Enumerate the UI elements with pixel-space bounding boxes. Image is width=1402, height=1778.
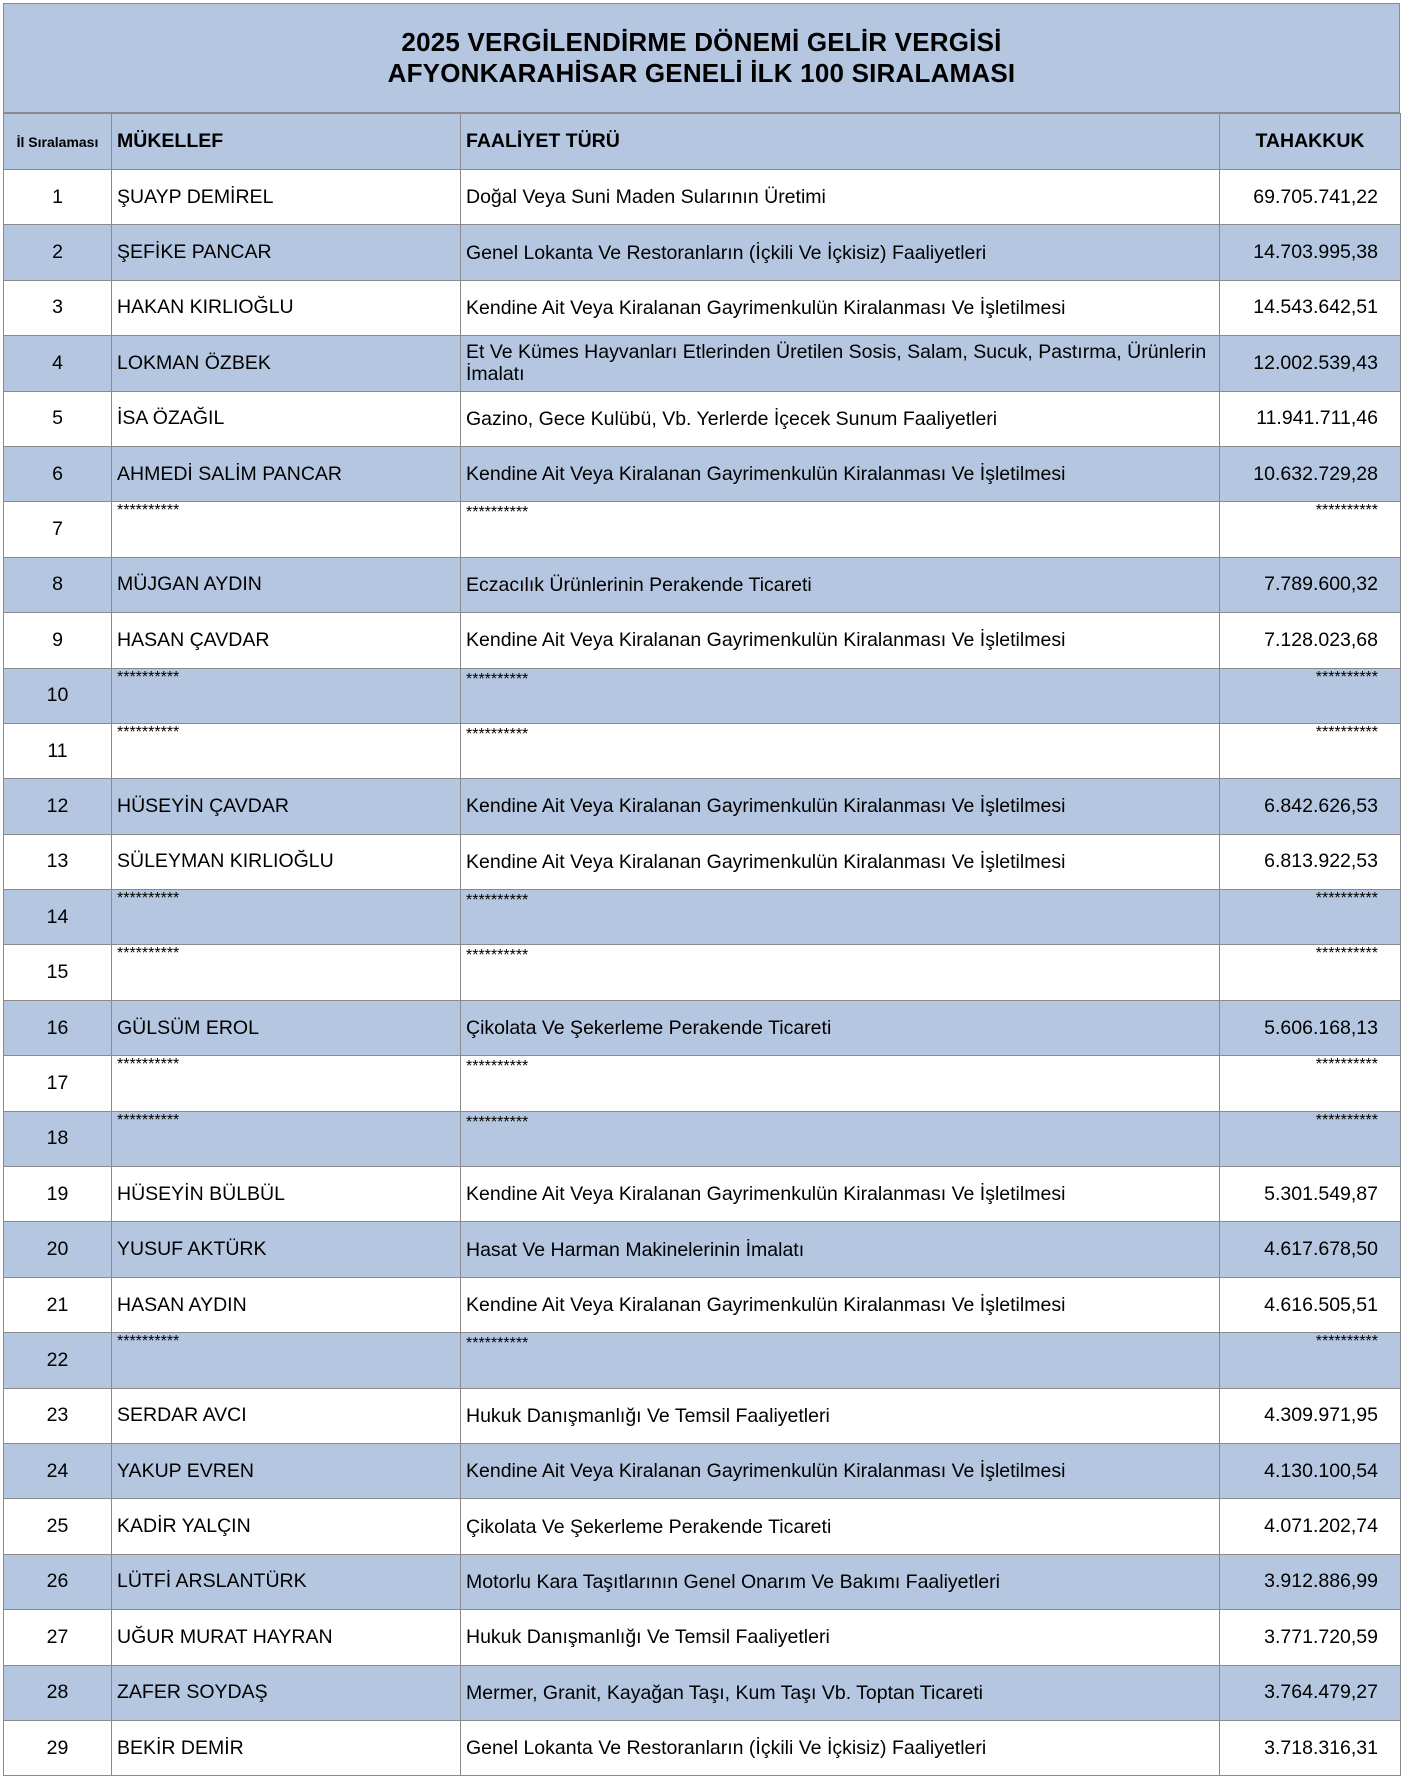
rank-cell: 25 — [4, 1499, 112, 1554]
taxpayer-cell: UĞUR MURAT HAYRAN — [112, 1610, 461, 1665]
rank-cell: 28 — [4, 1665, 112, 1720]
column-header-taxpayer: MÜKELLEF — [112, 114, 461, 170]
assessment-cell: 14.703.995,38 — [1220, 225, 1401, 280]
table-row — [4, 1111, 1401, 1166]
table-row — [4, 446, 1401, 501]
taxpayer-cell: BEKİR DEMİR — [112, 1720, 461, 1775]
table-row — [4, 391, 1401, 446]
rank-cell: 6 — [4, 446, 112, 501]
activity-cell: Çikolata Ve Şekerleme Perakende Ticareti — [461, 1499, 1220, 1554]
taxpayer-cell: YUSUF AKTÜRK — [112, 1222, 461, 1277]
rank-cell: 26 — [4, 1554, 112, 1609]
activity-cell: Kendine Ait Veya Kiralanan Gayrimenkulün Kiralanması Ve İşletilmesi — [461, 1277, 1220, 1332]
assessment-cell: ********** — [1220, 945, 1401, 1000]
table-row — [4, 1665, 1401, 1720]
activity-cell: Kendine Ait Veya Kiralanan Gayrimenkulün Kiralanması Ve İşletilmesi — [461, 779, 1220, 834]
table-row — [4, 557, 1401, 612]
rank-cell: 7 — [4, 502, 112, 557]
taxpayer-cell: AHMEDİ SALİM PANCAR — [112, 446, 461, 501]
table-row — [4, 1000, 1401, 1055]
taxpayer-cell: YAKUP EVREN — [112, 1443, 461, 1498]
table-row — [4, 668, 1401, 723]
taxpayer-cell: ********** — [112, 945, 461, 1000]
taxpayer-cell: ********** — [112, 502, 461, 557]
taxpayer-cell: LÜTFİ ARSLANTÜRK — [112, 1554, 461, 1609]
rank-cell: 17 — [4, 1056, 112, 1111]
activity-cell: ********** — [461, 890, 1220, 945]
taxpayer-cell: MÜJGAN AYDIN — [112, 557, 461, 612]
rank-cell: 22 — [4, 1333, 112, 1388]
assessment-cell: 7.128.023,68 — [1220, 613, 1401, 668]
activity-cell: Kendine Ait Veya Kiralanan Gayrimenkulün Kiralanması Ve İşletilmesi — [461, 446, 1220, 501]
taxpayer-cell: ********** — [112, 890, 461, 945]
assessment-cell: 6.813.922,53 — [1220, 834, 1401, 889]
table-row — [4, 336, 1401, 391]
activity-cell: ********** — [461, 1333, 1220, 1388]
assessment-cell: 4.616.505,51 — [1220, 1277, 1401, 1332]
table-row — [4, 1388, 1401, 1443]
rank-cell: 13 — [4, 834, 112, 889]
rank-cell: 21 — [4, 1277, 112, 1332]
taxpayer-cell: KADİR YALÇIN — [112, 1499, 461, 1554]
activity-cell: Gazino, Gece Kulübü, Vb. Yerlerde İçecek Sunum Faaliyetleri — [461, 391, 1220, 446]
rank-cell: 27 — [4, 1610, 112, 1665]
table-row — [4, 1720, 1401, 1775]
assessment-cell: 11.941.711,46 — [1220, 391, 1401, 446]
rank-cell: 19 — [4, 1167, 112, 1222]
assessment-cell: 3.718.316,31 — [1220, 1720, 1401, 1775]
rank-cell: 11 — [4, 723, 112, 778]
taxpayer-cell: HASAN ÇAVDAR — [112, 613, 461, 668]
table-row — [4, 502, 1401, 557]
taxpayer-cell: ŞUAYP DEMİREL — [112, 170, 461, 225]
table-row — [4, 1167, 1401, 1222]
table-row — [4, 1222, 1401, 1277]
table-body — [4, 170, 1401, 1776]
rank-cell: 4 — [4, 336, 112, 391]
assessment-cell: 69.705.741,22 — [1220, 170, 1401, 225]
activity-cell: Kendine Ait Veya Kiralanan Gayrimenkulün Kiralanması Ve İşletilmesi — [461, 280, 1220, 335]
activity-cell: Et Ve Kümes Hayvanları Etlerinden Üretilen Sosis, Salam, Sucuk, Pastırma, Ürünlerin İmalatı — [461, 336, 1220, 391]
rank-cell: 23 — [4, 1388, 112, 1443]
rank-cell: 1 — [4, 170, 112, 225]
taxpayer-cell: LOKMAN ÖZBEK — [112, 336, 461, 391]
taxpayer-cell: SÜLEYMAN KIRLIOĞLU — [112, 834, 461, 889]
assessment-cell: 4.130.100,54 — [1220, 1443, 1401, 1498]
rank-cell: 20 — [4, 1222, 112, 1277]
rank-cell: 10 — [4, 668, 112, 723]
rank-cell: 29 — [4, 1720, 112, 1775]
assessment-cell: 3.912.886,99 — [1220, 1554, 1401, 1609]
rank-cell: 2 — [4, 225, 112, 280]
activity-cell: ********** — [461, 945, 1220, 1000]
activity-cell: ********** — [461, 1056, 1220, 1111]
rank-cell: 24 — [4, 1443, 112, 1498]
assessment-cell: 7.789.600,32 — [1220, 557, 1401, 612]
column-header-activity: FAALİYET TÜRÜ — [461, 114, 1220, 170]
assessment-cell: 4.309.971,95 — [1220, 1388, 1401, 1443]
assessment-cell: 4.617.678,50 — [1220, 1222, 1401, 1277]
rank-cell: 15 — [4, 945, 112, 1000]
rank-cell: 18 — [4, 1111, 112, 1166]
activity-cell: Hukuk Danışmanlığı Ve Temsil Faaliyetleri — [461, 1388, 1220, 1443]
table-row — [4, 1499, 1401, 1554]
table-row — [4, 1610, 1401, 1665]
column-header-rank: İl Sıralaması — [4, 114, 112, 170]
assessment-cell: ********** — [1220, 890, 1401, 945]
assessment-cell: ********** — [1220, 1111, 1401, 1166]
assessment-cell: 12.002.539,43 — [1220, 336, 1401, 391]
rank-cell: 14 — [4, 890, 112, 945]
taxpayer-cell: ********** — [112, 1056, 461, 1111]
assessment-cell: 10.632.729,28 — [1220, 446, 1401, 501]
assessment-cell: 4.071.202,74 — [1220, 1499, 1401, 1554]
assessment-cell: 6.842.626,53 — [1220, 779, 1401, 834]
assessment-cell: 5.301.549,87 — [1220, 1167, 1401, 1222]
activity-cell: Kendine Ait Veya Kiralanan Gayrimenkulün Kiralanması Ve İşletilmesi — [461, 1443, 1220, 1498]
assessment-cell: ********** — [1220, 723, 1401, 778]
assessment-cell: ********** — [1220, 1333, 1401, 1388]
activity-cell: ********** — [461, 502, 1220, 557]
activity-cell: ********** — [461, 723, 1220, 778]
table-row — [4, 890, 1401, 945]
rank-cell: 8 — [4, 557, 112, 612]
assessment-cell: 3.771.720,59 — [1220, 1610, 1401, 1665]
taxpayer-cell: GÜLSÜM EROL — [112, 1000, 461, 1055]
table-row — [4, 945, 1401, 1000]
header-row — [4, 114, 1401, 170]
assessment-cell: ********** — [1220, 668, 1401, 723]
activity-cell: Kendine Ait Veya Kiralanan Gayrimenkulün Kiralanması Ve İşletilmesi — [461, 613, 1220, 668]
activity-cell: Genel Lokanta Ve Restoranların (İçkili Ve İçkisiz) Faaliyetleri — [461, 225, 1220, 280]
assessment-cell: ********** — [1220, 502, 1401, 557]
ranking-sheet — [3, 3, 1400, 1776]
rank-cell: 16 — [4, 1000, 112, 1055]
column-header-assessment: TAHAKKUK — [1220, 114, 1401, 170]
rank-cell: 12 — [4, 779, 112, 834]
taxpayer-cell: ********** — [112, 1333, 461, 1388]
table-row — [4, 779, 1401, 834]
taxpayer-cell: ŞEFİKE PANCAR — [112, 225, 461, 280]
table-row — [4, 1443, 1401, 1498]
taxpayer-cell: SERDAR AVCI — [112, 1388, 461, 1443]
activity-cell: Motorlu Kara Taşıtlarının Genel Onarım Ve Bakımı Faaliyetleri — [461, 1554, 1220, 1609]
table-row — [4, 1056, 1401, 1111]
rank-cell: 5 — [4, 391, 112, 446]
taxpayer-cell: ZAFER SOYDAŞ — [112, 1665, 461, 1720]
table-row — [4, 280, 1401, 335]
assessment-cell: 14.543.642,51 — [1220, 280, 1401, 335]
rank-cell: 9 — [4, 613, 112, 668]
taxpayer-cell: HÜSEYİN BÜLBÜL — [112, 1167, 461, 1222]
table-row — [4, 834, 1401, 889]
activity-cell: Çikolata Ve Şekerleme Perakende Ticareti — [461, 1000, 1220, 1055]
activity-cell: ********** — [461, 668, 1220, 723]
activity-cell: Kendine Ait Veya Kiralanan Gayrimenkulün Kiralanması Ve İşletilmesi — [461, 1167, 1220, 1222]
rank-cell: 3 — [4, 280, 112, 335]
table-row — [4, 723, 1401, 778]
table-row — [4, 170, 1401, 225]
activity-cell: Doğal Veya Suni Maden Sularının Üretimi — [461, 170, 1220, 225]
ranking-table — [3, 113, 1401, 1776]
taxpayer-cell: HÜSEYİN ÇAVDAR — [112, 779, 461, 834]
table-row — [4, 1554, 1401, 1609]
taxpayer-cell: ********** — [112, 668, 461, 723]
title-banner — [3, 3, 1400, 113]
activity-cell: Hasat Ve Harman Makinelerinin İmalatı — [461, 1222, 1220, 1277]
assessment-cell: 3.764.479,27 — [1220, 1665, 1401, 1720]
activity-cell: Mermer, Granit, Kayağan Taşı, Kum Taşı Vb. Toptan Ticareti — [461, 1665, 1220, 1720]
assessment-cell: ********** — [1220, 1056, 1401, 1111]
activity-cell: Genel Lokanta Ve Restoranların (İçkili Ve İçkisiz) Faaliyetleri — [461, 1720, 1220, 1775]
page-title: 2025 VERGİLENDİRME DÖNEMİ GELİR VERGİSİ — [401, 27, 1002, 57]
table-row — [4, 1277, 1401, 1332]
activity-cell: Eczacılık Ürünlerinin Perakende Ticareti — [461, 557, 1220, 612]
activity-cell: Kendine Ait Veya Kiralanan Gayrimenkulün Kiralanması Ve İşletilmesi — [461, 834, 1220, 889]
assessment-cell: 5.606.168,13 — [1220, 1000, 1401, 1055]
taxpayer-cell: ********** — [112, 1111, 461, 1166]
page-subtitle: AFYONKARAHİSAR GENELİ İLK 100 SIRALAMASI — [387, 58, 1016, 88]
table-row — [4, 613, 1401, 668]
taxpayer-cell: HASAN AYDIN — [112, 1277, 461, 1332]
activity-cell: ********** — [461, 1111, 1220, 1166]
taxpayer-cell: HAKAN KIRLIOĞLU — [112, 280, 461, 335]
taxpayer-cell: ********** — [112, 723, 461, 778]
activity-cell: Hukuk Danışmanlığı Ve Temsil Faaliyetleri — [461, 1610, 1220, 1665]
table-row — [4, 225, 1401, 280]
taxpayer-cell: İSA ÖZAĞIL — [112, 391, 461, 446]
table-row — [4, 1333, 1401, 1388]
